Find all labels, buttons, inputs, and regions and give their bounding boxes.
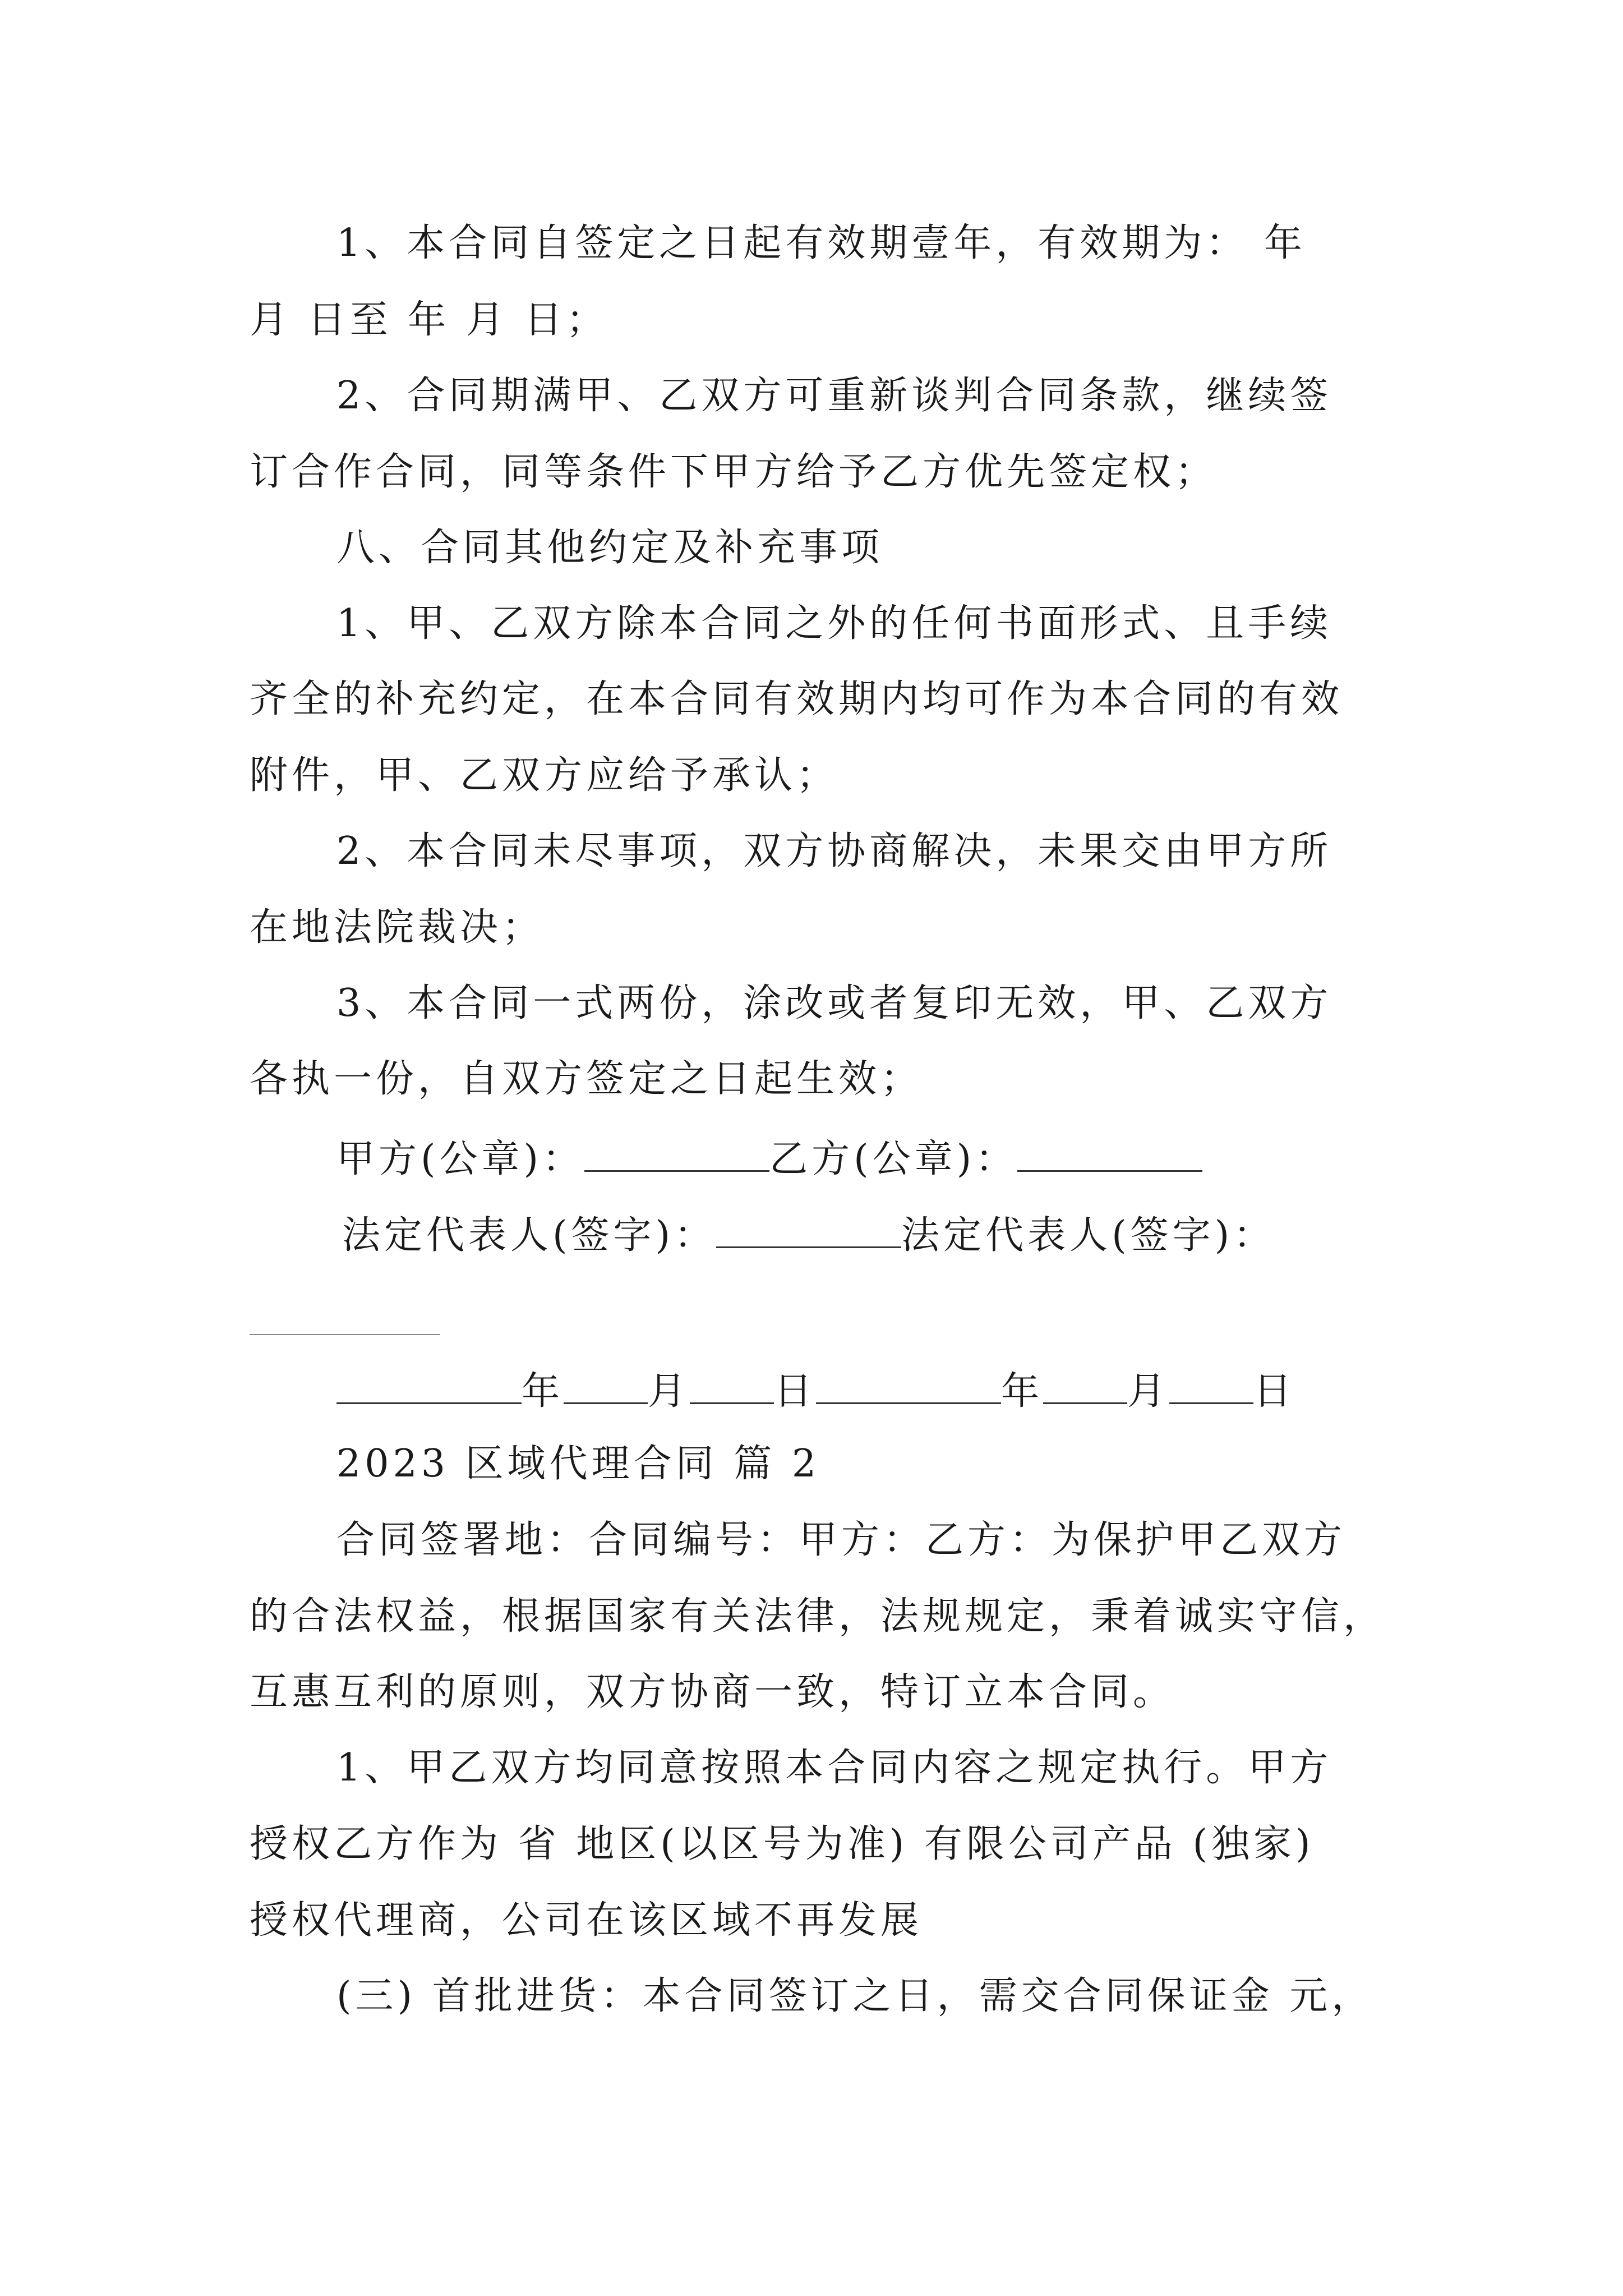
party-a-rep-blank bbox=[716, 1213, 901, 1248]
paragraph-line: 在地法院裁决； bbox=[250, 905, 545, 950]
date-unit: 年 bbox=[1001, 1369, 1044, 1414]
party-b-rep-blank bbox=[250, 1334, 440, 1335]
signature-row-seal bbox=[336, 1137, 1202, 1179]
party-b-seal-blank bbox=[1017, 1137, 1202, 1172]
date-blank bbox=[336, 1369, 522, 1404]
section-heading: 八、合同其他约定及补充事项 bbox=[336, 526, 884, 570]
paragraph-line: 授权代理商，公司在该区域不再发展 bbox=[250, 1898, 923, 1943]
party-b-seal-label: 乙方(公章)： bbox=[769, 1137, 1018, 1181]
paragraph-line: 2、本合同未尽事项，双方协商解决，未果交由甲方所 bbox=[336, 829, 1332, 873]
party-b-rep-label: 法定代表人(签字)： bbox=[901, 1213, 1276, 1258]
date-unit: 年 bbox=[522, 1369, 564, 1414]
paragraph-line: 3、本合同一式两份，涂改或者复印无效，甲、乙双方 bbox=[336, 981, 1332, 1025]
paragraph-line: (三) 首批进货：本合同签订之日，需交合同保证金 元， bbox=[336, 1974, 1374, 2018]
paragraph-line: 合同签署地：合同编号：甲方：乙方：为保护甲乙双方 bbox=[336, 1518, 1347, 1562]
paragraph-line: 附件，甲、乙双方应给予承认； bbox=[250, 753, 839, 798]
paragraph-line: 1、甲乙双方均同意按照本合同内容之规定执行。甲方 bbox=[336, 1746, 1332, 1790]
date-blank bbox=[816, 1369, 1001, 1404]
party-a-rep-label: 法定代表人(签字)： bbox=[342, 1213, 717, 1258]
date-blank bbox=[1043, 1369, 1127, 1404]
date-unit: 日 bbox=[774, 1369, 817, 1414]
paragraph-line: 齐全的补充约定，在本合同有效期内均可作为本合同的有效 bbox=[250, 677, 1344, 721]
signature-row-representative bbox=[342, 1213, 1276, 1258]
paragraph-line: 各执一份，自双方签定之日起生效； bbox=[250, 1057, 923, 1101]
contract-title: 2023 区域代理合同 篇 2 bbox=[336, 1442, 820, 1486]
date-unit: 月 bbox=[648, 1369, 690, 1414]
party-a-seal-blank bbox=[584, 1137, 769, 1172]
date-blank bbox=[1169, 1369, 1253, 1404]
date-blank bbox=[690, 1369, 774, 1404]
paragraph-line: 2、合同期满甲、乙双方可重新谈判合同条款，继续签 bbox=[336, 374, 1332, 418]
paragraph-line: 月 日至 年 月 日； bbox=[250, 298, 608, 342]
paragraph-line: 的合法权益，根据国家有关法律，法规规定，秉着诚实守信， bbox=[250, 1594, 1386, 1639]
paragraph-line: 互惠互利的原则，双方协商一致，特订立本合同。 bbox=[250, 1670, 1175, 1714]
paragraph-line: 1、本合同自签定之日起有效期壹年，有效期为： 年 bbox=[336, 221, 1306, 265]
paragraph-line: 授权乙方作为 省 地区(以区号为准) 有限公司产品 (独家) bbox=[250, 1822, 1315, 1866]
party-a-seal-label: 甲方(公章)： bbox=[336, 1137, 585, 1181]
paragraph-line: 订合作合同，同等条件下甲方给予乙方优先签定权； bbox=[250, 450, 1218, 494]
date-blank bbox=[564, 1369, 648, 1404]
date-row bbox=[336, 1369, 1296, 1414]
date-unit: 月 bbox=[1127, 1369, 1170, 1414]
date-unit: 日 bbox=[1253, 1369, 1296, 1414]
paragraph-line: 1、甲、乙双方除本合同之外的任何书面形式、且手续 bbox=[336, 601, 1332, 646]
